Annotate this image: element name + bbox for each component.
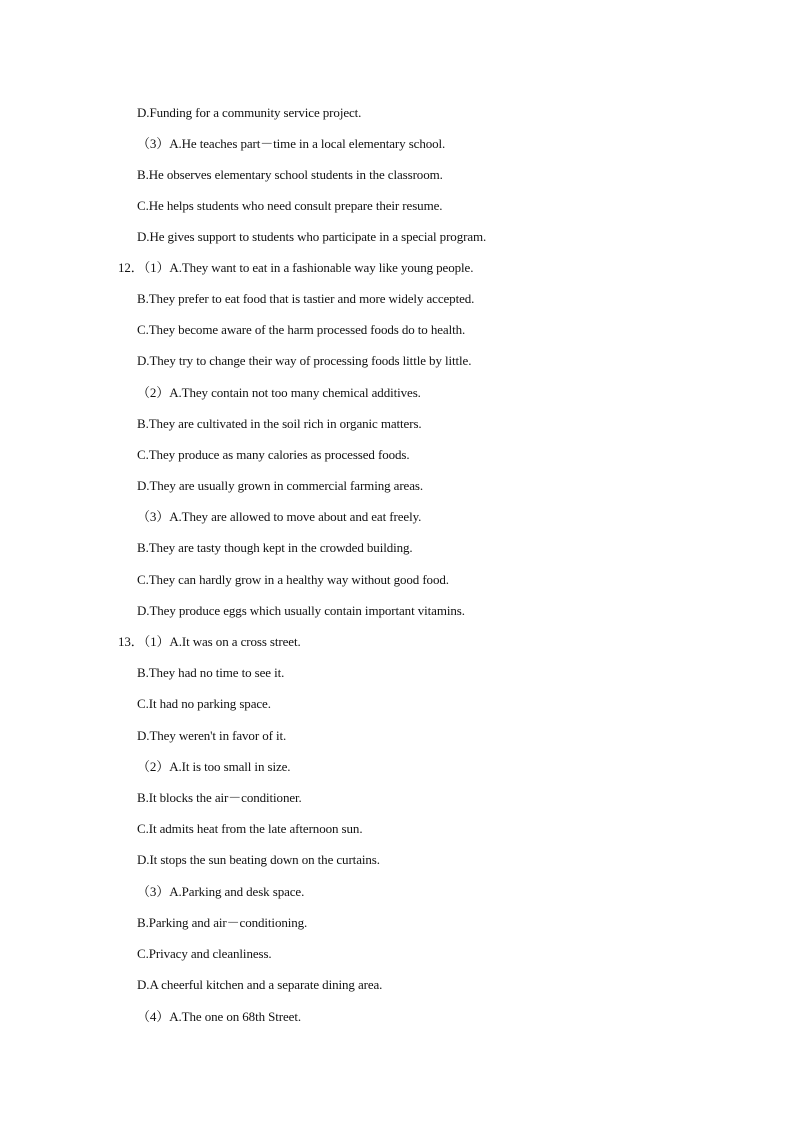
option-line: B.They prefer to eat food that is tastier and more widely accepted. xyxy=(137,291,475,306)
option-line: D.They weren't in favor of it. xyxy=(137,728,287,743)
sub-question-line: （2）A.It is too small in size. xyxy=(137,759,291,774)
option-line: B.They had no time to see it. xyxy=(137,665,285,680)
option-line: D.They produce eggs which usually contain important vitamins. xyxy=(137,603,465,618)
option-line: B.Parking and air－conditioning. xyxy=(137,915,308,930)
option-line: C.They produce as many calories as processed foods. xyxy=(137,447,410,462)
sub-question-line: （3）A.They are allowed to move about and eat freely. xyxy=(137,509,422,524)
option-line: C.They become aware of the harm processed foods do to health. xyxy=(137,322,466,337)
option-line: D.They try to change their way of processing foods little by little. xyxy=(137,353,472,368)
sub-question-line: （3）A.He teaches part－time in a local elementary school. xyxy=(137,136,446,151)
question-line: 13．（1）A.It was on a cross street. xyxy=(118,634,301,649)
question-line: 12．（1）A.They want to eat in a fashionable way like young people. xyxy=(118,260,474,275)
option-line: C.It had no parking space. xyxy=(137,696,271,711)
option-line: B.They are cultivated in the soil rich in organic matters. xyxy=(137,416,422,431)
option-line: C.They can hardly grow in a healthy way without good food. xyxy=(137,572,449,587)
sub-question-line: （2）A.They contain not too many chemical additives. xyxy=(137,385,421,400)
option-line: D.He gives support to students who participate in a special program. xyxy=(137,229,487,244)
option-line: C.Privacy and cleanliness. xyxy=(137,946,272,961)
option-line: B.He observes elementary school students in the classroom. xyxy=(137,167,443,182)
option-line: C.He helps students who need consult prepare their resume. xyxy=(137,198,443,213)
option-line: D.Funding for a community service project. xyxy=(137,105,362,120)
sub-question-line: （4）A.The one on 68th Street. xyxy=(137,1009,302,1024)
option-line: D.It stops the sun beating down on the curtains. xyxy=(137,852,380,867)
option-line: D.A cheerful kitchen and a separate dining area. xyxy=(137,977,383,992)
option-line: D.They are usually grown in commercial farming areas. xyxy=(137,478,424,493)
option-line: C.It admits heat from the late afternoon sun. xyxy=(137,821,363,836)
option-line: B.They are tasty though kept in the crowded building. xyxy=(137,540,413,555)
sub-question-line: （3）A.Parking and desk space. xyxy=(137,884,305,899)
option-line: B.It blocks the air－conditioner. xyxy=(137,790,302,805)
